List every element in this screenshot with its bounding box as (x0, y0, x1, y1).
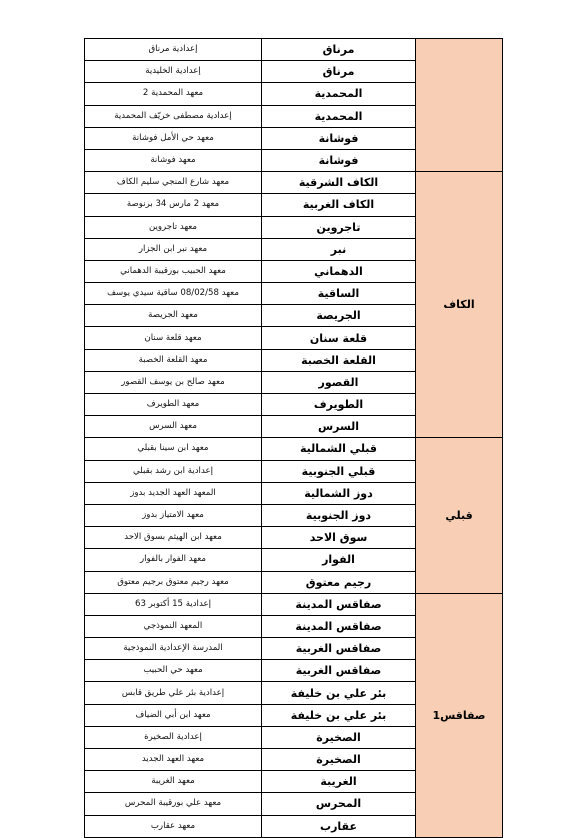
school-cell: معهد العهد الجديد (85, 749, 262, 771)
table-row (85, 172, 503, 194)
school-cell: معهد الفوار بالفوار (85, 549, 262, 571)
delegation-cell: الجريصة (262, 305, 416, 327)
table-row (85, 39, 503, 61)
governorate-cell: الكاف (416, 172, 503, 438)
delegation-cell: فوشانة (262, 149, 416, 171)
school-cell: إعدادية ابن رشد بقبلي (85, 460, 262, 482)
delegation-cell: الساقية (262, 283, 416, 305)
delegation-cell: نبر (262, 238, 416, 260)
delegation-cell: سوق الاحد (262, 527, 416, 549)
school-cell: معهد الجريصة (85, 305, 262, 327)
delegation-cell: صفاقس الغربية (262, 638, 416, 660)
school-cell: معهد ابن أبي الضياف (85, 704, 262, 726)
school-cell: معهد قلعة سنان (85, 327, 262, 349)
delegation-cell: بئر علي بن خليفة (262, 704, 416, 726)
delegation-cell: القلعة الخصبة (262, 349, 416, 371)
delegation-cell: رجيم معتوق (262, 571, 416, 593)
table-row (85, 593, 503, 615)
delegation-cell: الغريبة (262, 771, 416, 793)
delegation-cell: قبلي الجنوبية (262, 460, 416, 482)
delegation-cell: مرناق (262, 61, 416, 83)
school-cell: معهد الطويرف (85, 394, 262, 416)
school-cell: معهد الامتياز بدوز (85, 504, 262, 526)
school-cell: معهد شارع المنجي سليم الكاف (85, 172, 262, 194)
delegation-cell: الصخيرة (262, 749, 416, 771)
school-cell: معهد السرس (85, 416, 262, 438)
school-cell: معهد المحمدية 2 (85, 83, 262, 105)
delegation-cell: الفوار (262, 549, 416, 571)
governorate-cell: صفاقس1 (416, 593, 503, 837)
delegation-cell: صفاقس المدينة (262, 593, 416, 615)
delegation-cell: مرناق (262, 39, 416, 61)
school-cell: معهد فوشانة (85, 149, 262, 171)
delegation-cell: المحرس (262, 793, 416, 815)
school-cell: معهد رجيم معتوق برجيم معتوق (85, 571, 262, 593)
school-cell: معهد تاجروين (85, 216, 262, 238)
school-cell: معهد 2 مارس 34 برنوصة (85, 194, 262, 216)
delegation-cell: دوز الشمالية (262, 482, 416, 504)
delegation-cell: المحمدية (262, 83, 416, 105)
school-cell: إعدادية الصخيرة (85, 726, 262, 748)
schools-table-body (85, 39, 503, 838)
school-cell: معهد صالح بن يوسف القصور (85, 371, 262, 393)
delegation-cell: دوز الجنوبية (262, 504, 416, 526)
governorate-cell: قبلي (416, 438, 503, 593)
delegation-cell: تاجروين (262, 216, 416, 238)
delegation-cell: بئر علي بن خليفة (262, 682, 416, 704)
school-cell: معهد نبر ابن الجزار (85, 238, 262, 260)
delegation-cell: صفاقس الغربية (262, 660, 416, 682)
school-cell: إعدادية مرناق (85, 39, 262, 61)
school-cell: المعهد العهد الجديد بدوز (85, 482, 262, 504)
school-cell: معهد حي الحبيب (85, 660, 262, 682)
school-cell: معهد 08/02/58 ساقية سيدي يوسف (85, 283, 262, 305)
delegation-cell: المحمدية (262, 105, 416, 127)
school-cell: المدرسة الإعدادية النموذجية (85, 638, 262, 660)
school-cell: إعدادية بئر علي طريق قابس (85, 682, 262, 704)
delegation-cell: الكاف الغربية (262, 194, 416, 216)
delegation-cell: القصور (262, 371, 416, 393)
school-cell: إعدادية الخليدية (85, 61, 262, 83)
delegation-cell: قلعة سنان (262, 327, 416, 349)
school-cell: معهد حي الأمل فوشانة (85, 127, 262, 149)
delegation-cell: الطويرف (262, 394, 416, 416)
delegation-cell: صفاقس المدينة (262, 615, 416, 637)
delegation-cell: الدهماني (262, 260, 416, 282)
school-cell: معهد القلعة الخصبة (85, 349, 262, 371)
delegation-cell: الصخيرة (262, 726, 416, 748)
school-cell: معهد عقارب (85, 815, 262, 837)
table-row (85, 438, 503, 460)
school-cell: معهد ابن الهيثم بسوق الاحد (85, 527, 262, 549)
schools-table (84, 38, 503, 838)
delegation-cell: فوشانة (262, 127, 416, 149)
school-cell: معهد الغريبة (85, 771, 262, 793)
school-cell: إعدادية مصطفى خريّف المحمدية (85, 105, 262, 127)
governorate-cell (416, 39, 503, 172)
school-cell: المعهد النموذجي (85, 615, 262, 637)
school-cell: إعدادية 15 أكتوبر 63 (85, 593, 262, 615)
delegation-cell: الكاف الشرقية (262, 172, 416, 194)
school-cell: معهد الحبيب بورقيبة الدهماني (85, 260, 262, 282)
delegation-cell: السرس (262, 416, 416, 438)
delegation-cell: قبلي الشمالية (262, 438, 416, 460)
delegation-cell: عقارب (262, 815, 416, 837)
school-cell: معهد ابن سينا بقبلي (85, 438, 262, 460)
school-cell: معهد علي بورقيبة المحرس (85, 793, 262, 815)
